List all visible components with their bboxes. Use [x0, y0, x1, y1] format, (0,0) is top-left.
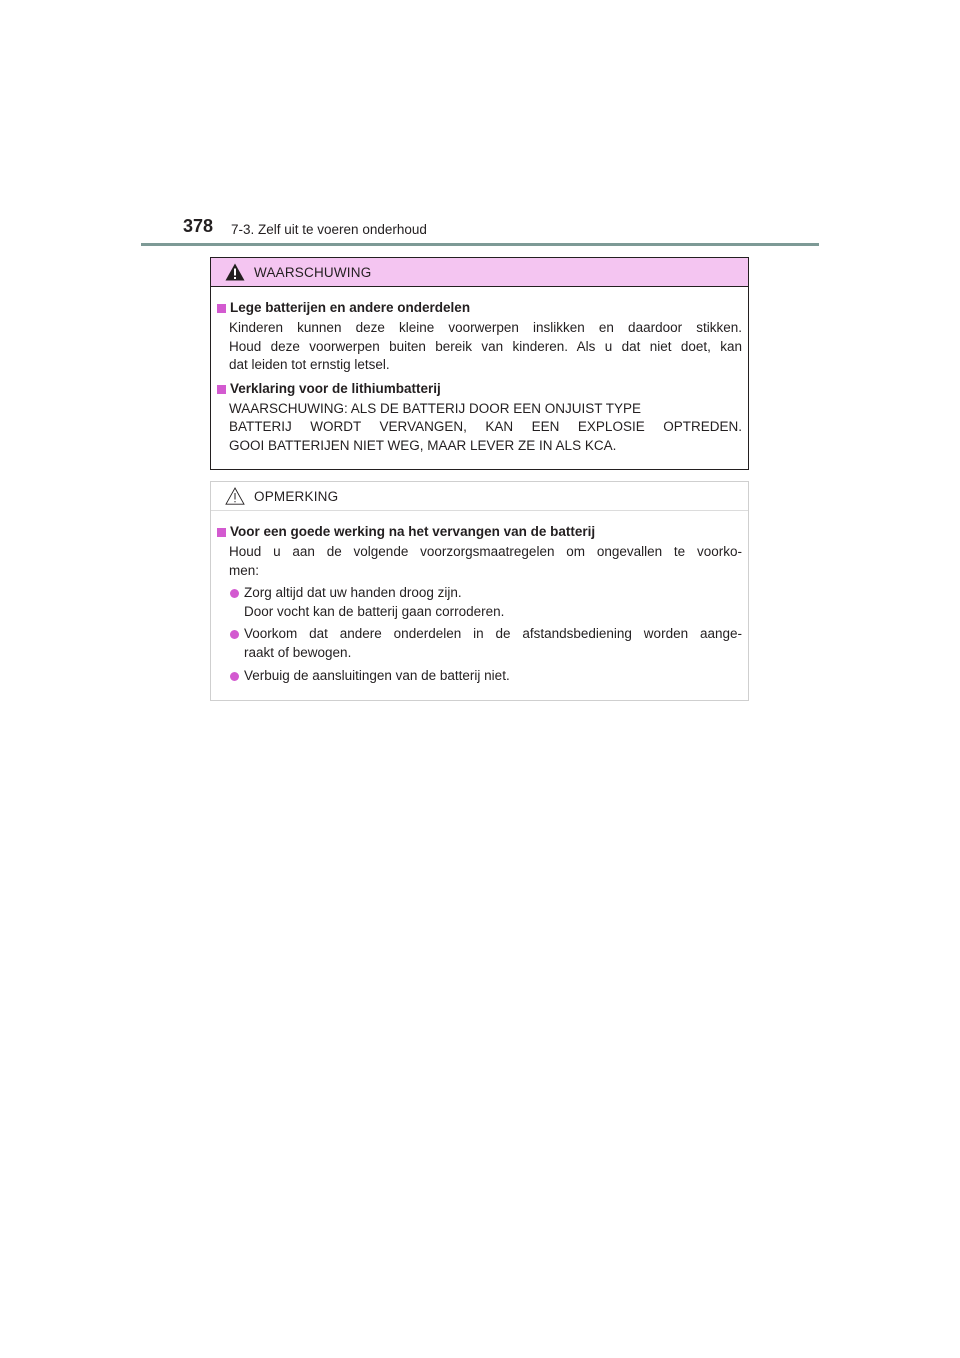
note-item-title-text: Voor een goede werking na het vervangen van de batterij: [230, 524, 596, 539]
text-line: Houd u aan de volgende voorzorgsmaatregelen om ongevallen te voorko-: [229, 544, 742, 559]
warning-triangle-filled-icon: [225, 263, 245, 281]
text-line: Voorkom dat andere onderdelen in de afstandsbediening worden aange-: [244, 626, 742, 642]
warning-item-text: [217, 319, 742, 375]
note-bullet-item: [217, 625, 742, 662]
text-line: men:: [229, 562, 260, 578]
square-bullet-icon: [217, 304, 226, 313]
warning-body: [211, 287, 748, 456]
note-bullet-item: [217, 584, 742, 621]
note-item-text: [217, 543, 742, 580]
square-bullet-icon: [217, 385, 226, 394]
text-line: raakt of bewogen.: [244, 644, 352, 660]
note-body: [211, 511, 748, 685]
note-header: [211, 482, 748, 511]
text-line: Zorg altijd dat uw handen droog zijn.: [244, 585, 462, 601]
caution-triangle-outline-icon: [225, 487, 245, 505]
text-line: GOOI BATTERIJEN NIET WEG, MAAR LEVER ZE IN ALS KCA.: [229, 437, 617, 453]
text-line: WAARSCHUWING: ALS DE BATTERIJ DOOR EEN ONJUIST TYPE: [229, 400, 642, 416]
warning-item-title: [217, 299, 742, 317]
note-label: OPMERKING: [254, 489, 339, 504]
circle-bullet-icon: [230, 630, 239, 639]
warning-label: WAARSCHUWING: [254, 265, 372, 280]
text-line: Houd deze voorwerpen buiten bereik van kinderen. Als u dat niet doet, kan: [229, 338, 742, 354]
text-line: Kinderen kunnen deze kleine voorwerpen inslikken en daardoor stikken.: [229, 320, 742, 335]
section-title: 7-3. Zelf uit te voeren onderhoud: [231, 222, 427, 237]
note-item-title: [217, 523, 742, 541]
note-bullet-item: [217, 667, 742, 686]
warning-item-title: [217, 380, 742, 398]
text-line: Verbuig de aansluitingen van de batterij niet.: [244, 667, 510, 683]
warning-item-text: [217, 400, 742, 456]
header-divider: [141, 243, 819, 246]
warning-header: [211, 258, 748, 287]
square-bullet-icon: [217, 528, 226, 537]
warning-item-title-text: Lege batterijen en andere onderdelen: [230, 300, 471, 315]
warning-item-title-text: Verklaring voor de lithiumbatterij: [230, 380, 441, 396]
text-line: Door vocht kan de batterij gaan corroderen.: [244, 603, 505, 619]
circle-bullet-icon: [230, 672, 239, 681]
note-box: [210, 481, 749, 701]
text-line: BATTERIJ WORDT VERVANGEN, KAN EEN EXPLOSIE OPTREDEN.: [229, 419, 742, 435]
text-line: dat leiden tot ernstig letsel.: [229, 357, 390, 373]
page-number: 378: [183, 216, 214, 236]
circle-bullet-icon: [230, 589, 239, 598]
warning-box: [210, 257, 749, 470]
